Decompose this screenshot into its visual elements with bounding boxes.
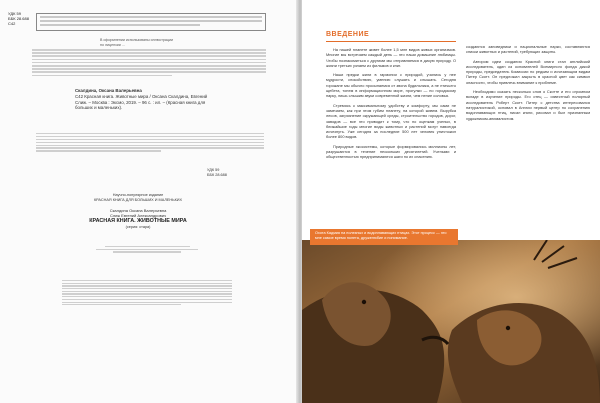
udk-line: ББК 28.688 <box>8 16 29 21</box>
udk-line: УДК 59 <box>8 11 21 16</box>
imprint-series2: КРАСНАЯ КНИГА ДЛЯ БОЛЬШИХ И МАЛЕНЬКИХ <box>93 198 183 203</box>
imprint-author: Слиж Евгений Александрович <box>109 212 167 218</box>
imprint-series: Научно-популярное издание <box>112 193 164 197</box>
cip-line: В оформлении использованы иллюстрации <box>100 38 174 42</box>
paragraph: Стремясь к максимальному удобству и комфорту, мы сами не замечаем, как при этом губим планету, на которой живем. Вырубка лесов, загрязнение окружающей среды, строительство городов, дорог, заводов — все это приводит к тому, что по оценкам ученых, в ближайшие годы многие виды животных и растений могут навсегда исчезнуть. Уже сегодня за последние 500 лет человек уничтожил более 800 видов. <box>326 102 456 140</box>
deer-photo <box>302 240 600 403</box>
paragraph: Необходимо сказать несколько слов о Скотте и его огромном вкладе в изучение природы. Его отец — известный полярный исследователь Роберт Скотт. Питер с детства интересовался натуралистикой, основал в Англии первый центр по сохранению водоплавающих птиц, писал книги, рисовал и был признанным художником-анималистом. <box>466 89 590 121</box>
udk-block <box>8 11 29 26</box>
photo-caption: Охота Кадмия на полезных и водоплавающих птицах. Этот процесс — это мне самое время полета, дружелюбие и понимание. <box>310 229 458 245</box>
paragraph: Природные экосистемы, которые формировались миллионы лет, разрушаются в течение нескольких десятилетий. Учеными и общественностью предпринимаются шаги по их спасению. <box>326 143 456 160</box>
isbn-block <box>207 168 227 177</box>
introduction-page <box>302 0 600 403</box>
cip-line: по лицензии ... <box>100 43 125 47</box>
publisher-block <box>62 280 232 307</box>
isbn-line: ББК 28.688 <box>207 172 227 177</box>
book-desc-line: Слиж. – Москва : Эксмо, 2019. – 96 с. : ил. – (Красная книга для <box>75 99 206 105</box>
imprint-title: КРАСНАЯ КНИГА. ЖИВОТНЫЕ МИРА <box>89 218 187 225</box>
imprint-block <box>58 193 218 230</box>
paragraph: На нашей планете живет более 1,5 млн видов живых организмов. Многие мы встречаем каждый день — это наши домашние любимцы. Чтобы познакомиться с другими мы отправляемся в дикую природу. О жизни третьих узнаем из фильмов и книг. <box>326 47 456 68</box>
paragraph: создаются заповедники и национальные парки, составляются списки животных и растений, требующих защиты. <box>466 44 590 55</box>
isbn-line: УДК 59 <box>207 168 220 172</box>
paragraph: Автором идеи создания Красной книги стал английский исследователь, один из основателей Всемирного фонда дикой природы, председатель Комиссии по редким и исчезающим видам Питер Скотт. Он предложил закрыть в красной цвет как символ опасности, чтобы привлечь внимание к проблеме. <box>466 58 590 85</box>
text-column-left <box>326 47 456 164</box>
credits-block <box>32 49 266 78</box>
text-column-right <box>466 44 590 125</box>
udk-line: С42 <box>8 21 16 26</box>
page-heading: ВВЕДЕНИЕ <box>326 31 370 38</box>
heading-rule <box>326 41 456 42</box>
copyright-page <box>0 0 298 403</box>
book-desc-line: С42 Красная книга. Животные мира / Оксана Скалдина, Евгений <box>75 93 208 99</box>
annotation-block <box>36 133 264 153</box>
bibliographic-record <box>75 88 225 111</box>
imprint-subtitle: (серия: стара) <box>125 225 151 230</box>
notice-box <box>36 13 266 31</box>
imprint-author: Скалдина Оксана Валерьевна <box>109 207 167 213</box>
book-author-header: Скалдина, Оксана Валерьевна <box>75 88 142 93</box>
publisher-block-upper <box>62 246 232 254</box>
paragraph: Наши предки жили в гармонии с природой, учились у нее мудрости, спокойствию, умению слушать и слышать. Сегодня горожане мы обычно просыпаемся от звона будильника, а не птичьего щебета, тонем в информационном море, прогулки — по городскому парку, лишь слышим звуки современной жизни, чем пение соловья. <box>326 72 456 99</box>
book-desc-line: больших и маленьких). <box>75 105 123 111</box>
